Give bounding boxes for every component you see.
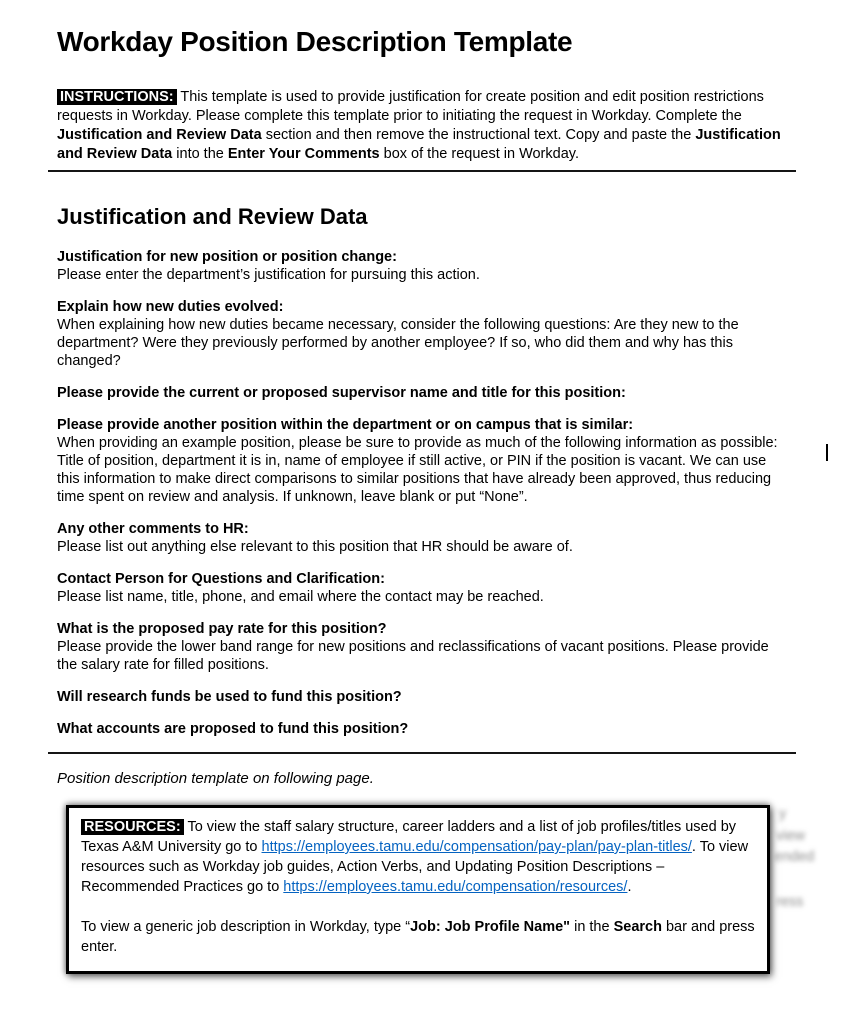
text-segment: into the [172,146,228,162]
sections [57,248,787,738]
qa-section [57,416,787,506]
text-segment: INSTRUCTIONS: [57,89,177,105]
qa-section [57,620,787,674]
text-segment: in the [570,919,614,935]
divider-bottom [48,752,796,754]
text-segment: . To view resources such as Workday job guides, Action Verbs, and Updating Position Descriptions – Recommended Practices go to [81,839,749,895]
text-segment: This template is used to provide justification for create position and edit position restrictions requests in Workday. Please complete this template prior to initiating the request in Workday. Complete the [57,89,764,124]
section-heading-justification: Justification and Review Data [57,204,368,229]
text-segment: RESOURCES: [81,819,184,835]
qa-section [57,720,787,738]
qa-section-body: Please enter the department’s justification for pursuing this action. [57,267,480,283]
hyperlink[interactable]: https://employees.tamu.edu/compensation/pay-plan/pay-plan-titles/ [261,839,692,855]
qa-section [57,384,787,402]
text-segment: To view the staff salary structure, career ladders and a list of job profiles/titles used by Texas A&M University go to [81,819,737,855]
text-segment: Enter Your Comments [227,146,380,162]
hyperlink[interactable]: https://employees.tamu.edu/compensation/resources/ [283,879,628,895]
instructions-paragraph [57,88,787,164]
resources-gap [81,897,755,917]
qa-section-heading: Any other comments to HR: [57,521,249,537]
qa-section-heading: What is the proposed pay rate for this position? [57,621,387,637]
resources-paragraph-2 [81,917,755,957]
qa-section-body: Please list name, title, phone, and email where the contact may be reached. [57,589,544,605]
page-title: Workday Position Description Template [57,26,573,57]
text-cursor [826,444,828,461]
qa-section-heading: Justification for new position or position change: [57,249,397,265]
qa-section-heading: Please provide another position within the department or on campus that is similar: [57,417,634,433]
ghost-text: view [776,828,806,844]
text-segment: box of the request in Workday. [379,146,579,162]
qa-section [57,248,787,284]
resources-box [66,805,770,974]
qa-section-heading: Contact Person for Questions and Clarification: [57,571,385,587]
text-segment: Job: Job Profile Name" [410,919,571,935]
qa-section-heading: Explain how new duties evolved: [57,299,284,315]
qa-section [57,520,787,556]
qa-section-heading: Will research funds be used to fund this position? [57,689,402,705]
text-segment: . [627,879,632,895]
qa-section [57,688,787,706]
ghost-text: ended [774,849,815,865]
text-segment: To view a generic job description in Workday, type “ [81,919,411,935]
ghost-text: y [779,806,787,822]
qa-section-heading: What accounts are proposed to fund this position? [57,721,409,737]
qa-section-body: Please provide the lower band range for new positions and reclassifications of vacant positions. Please provide the salary rate for filled positions. [57,639,769,673]
text-segment: Justification and Review Data [57,127,262,143]
resources-paragraph-1 [81,817,755,897]
qa-section-body: When providing an example position, please be sure to provide as much of the following information as possible: Title of position, department it is in, name of employee if still active, or PIN if the position is vacant. We can use this information to make direct comparisons to similar positions that have already been approved, thus reducing time spent on review and analysis. If unknown, leave blank or put “None”. [57,435,778,505]
qa-section-body: When explaining how new duties became necessary, consider the following questions: Are they new to the department? Were they previously performed by another employee? If so, who did them and why has this changed? [57,317,739,369]
qa-section [57,570,787,606]
following-page-note: Position description template on following page. [57,770,374,787]
ghost-text: ress [776,894,804,910]
qa-section-body: Please list out anything else relevant to this position that HR should be aware of. [57,539,573,555]
qa-section [57,298,787,370]
qa-section-heading: Please provide the current or proposed supervisor name and title for this position: [57,385,626,401]
text-segment: bar and press enter. [81,919,755,955]
divider-top [48,170,796,172]
text-segment: section and then remove the instructional text. Copy and paste the [261,127,696,143]
text-segment: Justification and Review Data [57,127,781,162]
text-segment: Search [613,919,662,935]
